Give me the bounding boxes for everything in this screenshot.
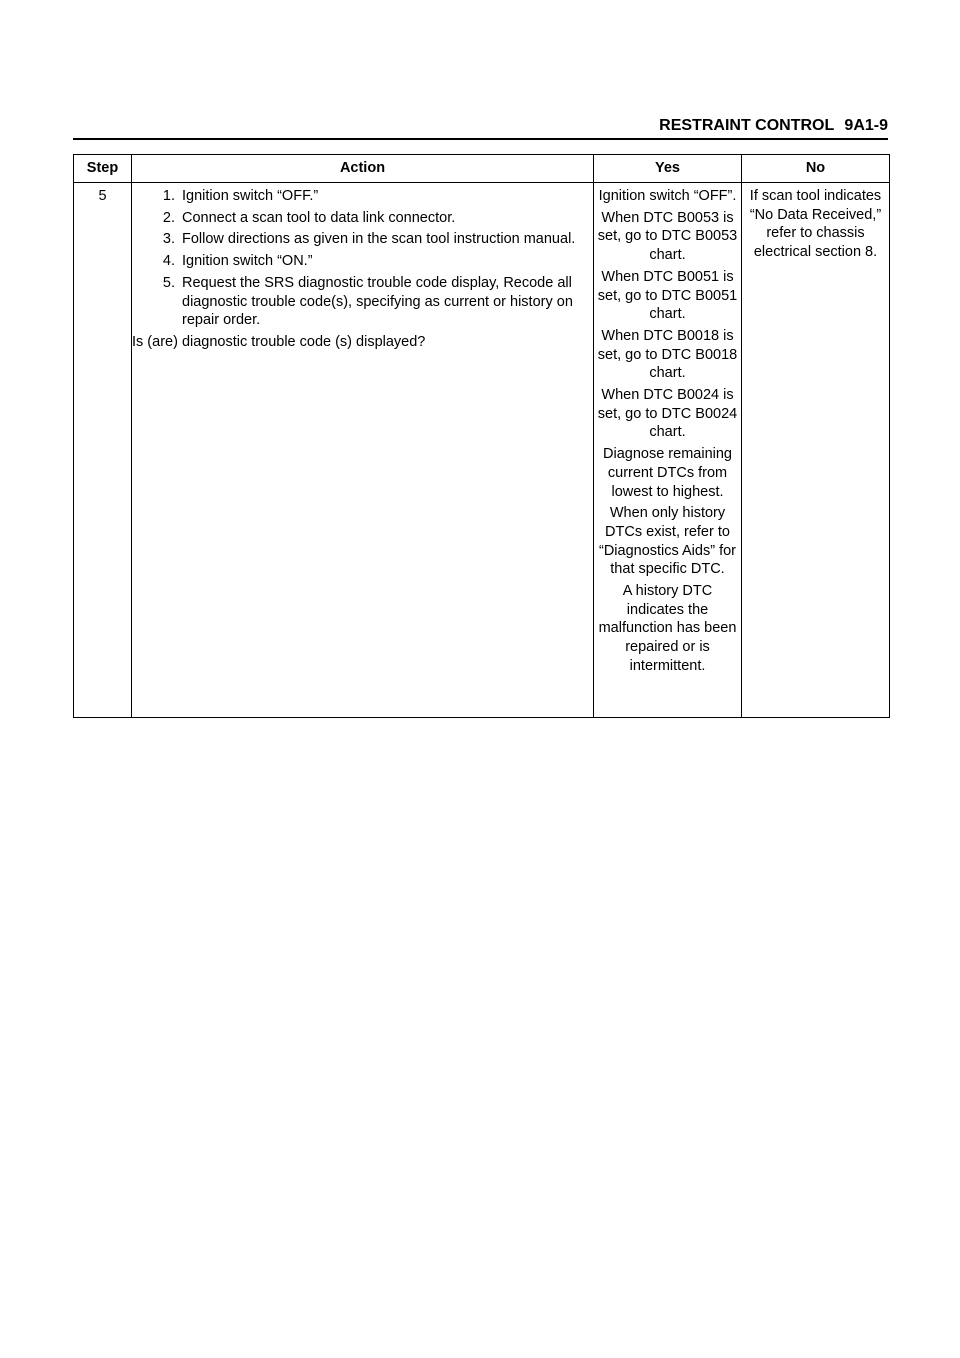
action-step-text: Ignition switch “ON.”: [182, 253, 313, 270]
action-step-number: 4.: [162, 253, 175, 270]
yes-item: When DTC B0024 is set, go to DTC B0024 chart.: [597, 387, 738, 441]
step-number: 5: [74, 183, 132, 718]
yes-item: When DTC B0018 is set, go to DTC B0018 chart.: [597, 327, 738, 382]
action-step-number: 1.: [162, 188, 175, 204]
action-step-number: 5.: [162, 274, 175, 291]
yes-item: A history DTC indicates the malfunction has been repaired or is intermittent.: [598, 583, 737, 674]
page-header: [73, 114, 888, 140]
action-cell: [132, 183, 594, 718]
yes-item: Diagnose remaining current DTCs from lowest to highest.: [603, 446, 732, 500]
no-item: If scan tool indicates “No Data Received,” refer to chassis electrical section 8.: [749, 188, 882, 261]
yes-item: Ignition switch “OFF”.: [598, 188, 737, 204]
action-step: [132, 230, 593, 249]
action-question: Is (are) diagnostic trouble code (s) displayed?: [132, 333, 426, 350]
action-step: [132, 209, 593, 228]
action-step-text: Follow directions as given in the scan tool instruction manual.: [182, 231, 576, 248]
action-step-text: Ignition switch “OFF.”: [182, 188, 319, 204]
table-row: [74, 183, 890, 718]
page-number: 9A1-9: [844, 117, 888, 134]
yes-item: When only history DTCs exist, refer to “Diagnostics Aids” for that specific DTC.: [599, 505, 736, 578]
action-step-number: 3.: [162, 231, 175, 248]
yes-item: When DTC B0051 is set, go to DTC B0051 chart.: [597, 268, 738, 323]
column-header-no: No: [742, 155, 890, 183]
yes-item: When DTC B0053 is set, go to DTC B0053 chart.: [597, 209, 738, 264]
action-step: [132, 252, 593, 271]
action-steps: [132, 187, 593, 330]
section-title: RESTRAINT CONTROL: [659, 117, 834, 134]
column-header-yes: Yes: [594, 155, 742, 183]
no-cell: [742, 183, 890, 718]
column-header-action: Action: [132, 155, 594, 183]
action-step: [132, 187, 593, 206]
diagnostic-table: [73, 154, 890, 718]
column-header-step: Step: [74, 155, 132, 183]
table-header-row: [74, 155, 890, 183]
action-step: [132, 274, 593, 330]
yes-cell: [594, 183, 742, 718]
action-step-text: Connect a scan tool to data link connector.: [182, 209, 456, 226]
action-step-text: Request the SRS diagnostic trouble code display, Recode all diagnostic trouble code(s), specifying as current or history on repair order.: [182, 274, 573, 329]
action-step-number: 2.: [162, 209, 175, 226]
